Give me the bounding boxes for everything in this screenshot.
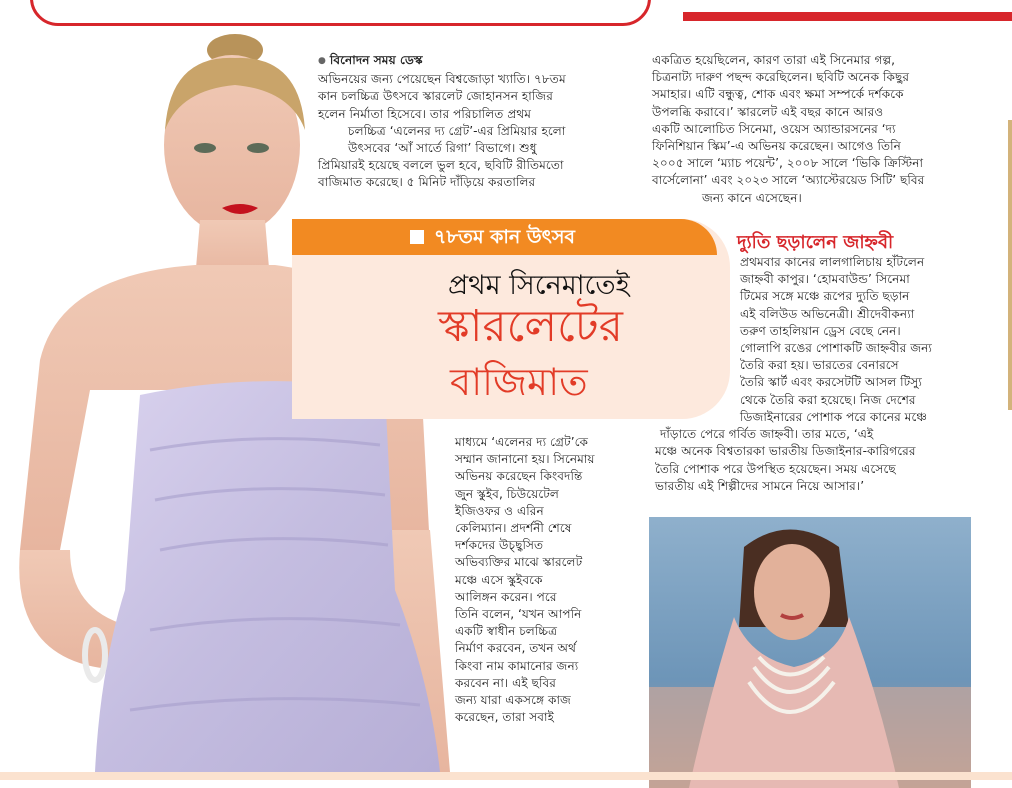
intro-column (318, 52, 648, 192)
intro-line: কান চলচ্চিত্র উৎসবে স্কারলেট জোহানসন হাজির (318, 89, 553, 104)
intro-line: চলচ্চিত্র ‘এলেনর দ্য গ্রেট’-এর প্রিমিয়ার হলো (348, 123, 566, 138)
janhvi-line: গোলাপি রঙের পোশাকটি জাহ্নবীর জন্য (740, 341, 932, 356)
continuation-column (652, 52, 997, 207)
continuation-line: একটি আলোচিত সিনেমা, ওয়েস অ্যান্ডারসনের ‘দ্য (652, 121, 896, 136)
headline-line-3: বাজিমাত (450, 360, 588, 404)
janhvi-subhead: দ্যুতি ছড়ালেন জাহ্নবী (737, 232, 894, 253)
janhvi-line: থেকে তৈরি করা হয়েছে। নিজ দেশের (740, 392, 916, 407)
intro-line: উৎসবের ‘আঁ সার্তে রিগা’ বিভাগে। শুধু (348, 141, 537, 156)
middle-line: কেলিম্যান। প্রদর্শনী শেষে (455, 521, 572, 536)
square-bullet-icon (410, 230, 424, 244)
continuation-line: ২০০৫ সালে ‘ম্যাচ পয়েন্ট’, ২০০৮ সালে ‘ভিকি ক্রিস্টিনা (652, 156, 924, 171)
middle-line: জন্য যারা একসঙ্গে কাজ (455, 693, 571, 708)
janhvi-line: ভারতীয় এই শিল্পীদের সামনে নিয়ে আসার।’ (655, 478, 865, 493)
middle-line: সম্মান জানানো হয়। সিনেমায় (455, 452, 595, 467)
headline-line-2: স্কারলেটের (438, 301, 623, 352)
janhvi-line: দাঁড়াতে পেরে গর্বিত জাহ্নবী। তার মতে, ‘এই (660, 427, 874, 442)
janhvi-line: তৈরি করা হয়। ভারতের বেনারসে (740, 358, 899, 373)
janhvi-line: টিমের সঙ্গে মঞ্চে রূপের দ্যুতি ছড়ান (740, 289, 910, 304)
byline: ● বিনোদন সময় ডেস্ক (318, 52, 648, 71)
janhvi-kapoor-photo (649, 517, 971, 788)
continuation-line: ফিনিশিয়ান স্কিম’-এ অভিনয় করেছেন। আগেও তিনি (652, 139, 901, 154)
janhvi-line: ডিজাইনারের পোশাক পরে কানের মঞ্চে (740, 410, 927, 424)
bottom-rule (0, 772, 1012, 780)
page-edge-strip (1008, 120, 1012, 410)
continuation-line: চিত্রনাট্য দারুণ পছন্দ করেছিলেন। ছবিটি অনেক কিছুর (652, 70, 910, 85)
janhvi-line: জাহ্নবী কাপুর। ‘হোমবাউন্ড’ সিনেমা (740, 272, 910, 287)
janhvi-line: প্রথমবার কানের লালগালিচায় হাঁটলেন (740, 255, 925, 269)
intro-line: বাজিমাত করেছে। ৫ মিনিট দাঁড়িয়ে করতালির (318, 175, 536, 190)
janhvi-line: তৈরি স্কার্ট এবং করসেটটি আসল টিস্যু (740, 375, 922, 390)
intro-line: হলেন নির্মাতা হিসেবে। তার পরিচালিত প্রথম (318, 106, 532, 121)
middle-line: অভিব্যক্তির মাঝে স্কারলেট (455, 555, 583, 570)
middle-line: মাধ্যমে ‘এলেনর দ্য গ্রেট’কে (455, 435, 589, 449)
kicker-label (292, 219, 717, 255)
janhvi-line: তৈরি পোশাক পরে উপস্থিত হয়েছেন। সময় এসেছে (655, 461, 896, 476)
intro-line: অভিনয়ের জন্য পেয়েছেন বিশ্বজোড়া খ্যাতি। ৭৮তম (318, 72, 566, 87)
middle-line: মঞ্চে এসে স্কুইবকে (455, 572, 543, 587)
middle-line: দর্শকদের উচ্ছ্বসিত (455, 538, 544, 553)
middle-line: ইজিওফর ও এরিন (455, 503, 544, 518)
janhvi-line: তরুণ তাহলিয়ান ড্রেস বেছে নেন। (740, 323, 901, 338)
middle-line: জুন স্কুইব, চিউয়েটেল (455, 486, 559, 501)
janhvi-line: মঞ্চে অনেক বিশ্বতারকা ভারতীয় ডিজাইনার-কারিগরের (655, 444, 916, 459)
kicker-text: ৭৮তম কান উৎসব (434, 226, 575, 248)
middle-line: নির্মাণ করবেন, তখন অর্থ (455, 641, 576, 656)
continuation-line: সমাহার। এটি বন্ধুত্ব, শোক এবং ক্ষমা সম্পর্কে দর্শককে (652, 87, 904, 102)
middle-line: আলিঙ্গন করেন। পরে (455, 589, 557, 604)
top-red-rule (683, 12, 1012, 21)
janhvi-line: এই বলিউড অভিনেত্রী। শ্রীদেবীকন্যা (740, 306, 915, 321)
janhvi-column (740, 254, 1000, 409)
janhvi-column-wide (640, 409, 1000, 495)
middle-line: কিংবা নাম কামানোর জন্য (455, 658, 579, 673)
continuation-line: বার্সেলোনা’ এবং ২০২৩ সালে ‘অ্যাস্টেরয়েড সিটি’ ছবির (652, 173, 925, 188)
middle-line: অভিনয় করেছেন কিংবদন্তি (455, 469, 583, 484)
middle-column (455, 434, 650, 726)
continuation-line: জন্য কানে এসেছেন। (702, 190, 802, 205)
continuation-line: উপলব্ধি করাবে।’ স্কারলেট এই বছর কানে আরও (652, 104, 884, 119)
middle-line: করেছেন, তারা সবাই (455, 710, 554, 725)
continuation-line: একত্রিত হয়েছিলেন, কারণ তারা এই সিনেমার গল্প, (652, 53, 896, 67)
middle-line: তিনি বলেন, ‘যখন আপনি (455, 607, 582, 622)
middle-line: একটি স্বাধীন চলচ্চিত্র (455, 624, 558, 639)
middle-line: করবেন না। এই ছবির (455, 675, 556, 690)
intro-line: প্রিমিয়ারই হয়েছে বললে ভুল হবে, ছবিটি রীতিমতো (318, 158, 564, 173)
headline-line-1: প্রথম সিনেমাতেই (448, 270, 630, 301)
top-frame-border (30, 0, 651, 26)
